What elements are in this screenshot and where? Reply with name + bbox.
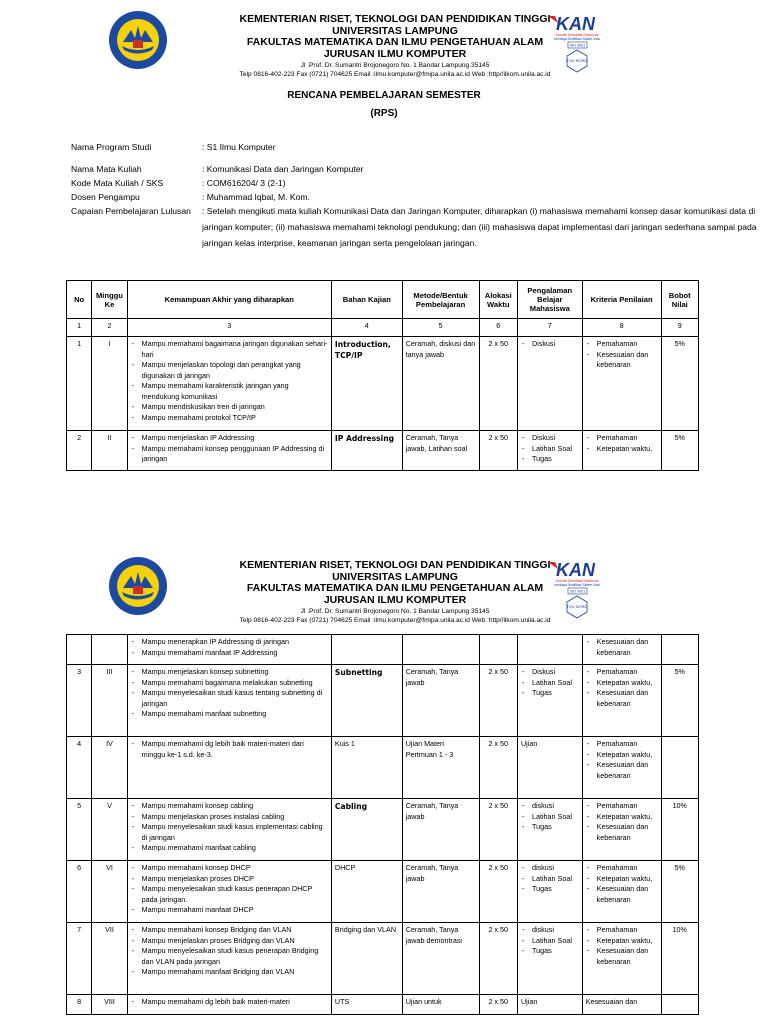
row-experience	[517, 337, 582, 431]
list-item: - Pemahaman	[586, 739, 658, 750]
row-method: Ujian Materi Pertmuan 1 - 3	[402, 737, 479, 799]
col-number: 6	[479, 319, 517, 337]
col-number: 5	[402, 319, 479, 337]
row-criteria	[582, 737, 661, 799]
row-method: Ceramah, Tanya jawab	[402, 799, 479, 861]
row-no: 2	[67, 431, 92, 471]
list-item: - Latihan Soal	[521, 444, 579, 455]
course-info	[71, 142, 757, 272]
row-topic: Kuis 1	[331, 737, 402, 799]
outcome-value: : Setelah mengikuti mata kuliah Komunikasi Data dan Jaringan Komputer, diharapkan (i) mahasiswa memahami konsep dasar komunikasi data di jaringan komputer; (ii) mahasiswa memahami teknologi pendukung; dan (iii) mahasiswa dapat implementasi dari jaringan sederhana sampai pada jaringan kelas interprise, keamanan jaringan serta pengelolaan jaringan.	[202, 206, 757, 248]
program-value: : S1 Ilmu Komputer	[202, 142, 276, 152]
contact-line: Telp 0816-402-223 Fax (0721) 704625 Email :ilmu.komputer@fmipa.unila.ac.id Web :http//ilkom.unila.ac.id	[239, 616, 551, 624]
list-item: - Mampu memahami manfaat DHCP	[131, 905, 328, 916]
list-item: - Kesesuaian dan kebenaran	[586, 760, 658, 781]
header-weight: Bobot Nilai	[661, 281, 698, 319]
row-experience	[517, 799, 582, 861]
list-item: - Tugas	[521, 822, 579, 833]
row-topic: Bridging dan VLAN	[331, 923, 402, 995]
list-item: - Kesesuaian dan kebenaran	[586, 688, 658, 709]
kan-logo	[546, 10, 608, 74]
header-experience: Pengalaman Belajar Mahasiswa	[517, 281, 582, 319]
svg-text:Komite Akreditasi Nasional: Komite Akreditasi Nasional	[555, 33, 599, 37]
list-item: - Latihan Soal	[521, 936, 579, 947]
row-criteria	[582, 665, 661, 737]
ministry-name: KEMENTERIAN RISET, TEKNOLOGI DAN PENDIDIKAN TINGGI	[239, 13, 551, 25]
svg-text:ISO 9001: ISO 9001	[569, 43, 586, 48]
row-abilities	[127, 737, 331, 799]
page-2	[0, 548, 768, 1024]
department-name: JURUSAN ILMU KOMPUTER	[323, 47, 467, 60]
col-number: 2	[92, 319, 127, 337]
list-item: - Ketepatan waktu,	[586, 812, 658, 823]
row-no: 3	[67, 665, 92, 737]
header-no: No	[67, 281, 92, 319]
col-number: 8	[582, 319, 661, 337]
row-time: 2 x 50	[479, 737, 517, 799]
lecturer-value: : Muhammad Iqbal, M. Kom.	[202, 192, 310, 202]
list-item: - Mampu memahami dg lebih baik materi-materi	[131, 997, 328, 1008]
row-experience	[517, 923, 582, 995]
row-experience: Ujian	[517, 995, 582, 1015]
column-number-row	[67, 319, 699, 337]
row-method: Ujian untuk	[402, 995, 479, 1015]
row-criteria	[582, 861, 661, 923]
rps-table-page-1	[66, 280, 699, 471]
row-experience	[517, 861, 582, 923]
list-item: - Mampu memahami konsep Bridging dan VLAN	[131, 925, 328, 936]
letterhead	[0, 10, 768, 90]
row-topic: UTS	[331, 995, 402, 1015]
list-item: - Pemahaman	[586, 433, 658, 444]
list-item: - Mampu menjelaskan IP Addressing	[131, 433, 328, 444]
table-row	[67, 665, 699, 737]
list-item: - Mampu memahami konsep penggunaan IP Addressing di jaringan	[131, 444, 328, 465]
list-item: - Mampu memahami bagaimana melakukan subnetting	[131, 678, 328, 689]
list-item: - Kesesuaian dan kebenaran	[586, 884, 658, 905]
list-item: - Pemahaman	[586, 925, 658, 936]
faculty-name: FAKULTAS MATEMATIKA DAN ILMU PENGETAHUAN ALAM	[246, 36, 544, 48]
list-item: - Tugas	[521, 454, 579, 465]
list-item: - Kesesuaian dan kebenaran	[586, 637, 658, 658]
row-experience	[517, 665, 582, 737]
list-item: - Mampu memahami manfaat subnetting	[131, 709, 328, 720]
header-criteria: Kriteria Penilaian	[582, 281, 661, 319]
row-no: 6	[67, 861, 92, 923]
row-week: VI	[92, 861, 127, 923]
row-time: 2 x 50	[479, 799, 517, 861]
document-title-main: RENCANA PEMBELAJARAN SEMESTER	[287, 90, 481, 101]
col-number: 1	[67, 319, 92, 337]
table-row	[67, 431, 699, 471]
header-topic: Bahan Kajian	[331, 281, 402, 319]
row-time: 2 x 50	[479, 431, 517, 471]
list-item: - Mampu menjelaskan proses Bridging dan VLAN	[131, 936, 328, 947]
list-item: - Pemahaman	[586, 801, 658, 812]
row-criteria	[582, 431, 661, 471]
header-week: Minggu Ke	[92, 281, 127, 319]
row-method: Ceramah, Tanya jawab	[402, 861, 479, 923]
list-item: - Mampu menyelesaikan studi kasus penerapan DHCP pada jaringan.	[131, 884, 328, 905]
course-value: : Komunikasi Data dan Jaringan Komputer	[202, 164, 364, 174]
list-item: - Ketepatan waktu,	[586, 936, 658, 947]
row-topic: IP Addressing	[331, 431, 402, 471]
ministry-name: KEMENTERIAN RISET, TEKNOLOGI DAN PENDIDIKAN TINGGI	[239, 559, 551, 571]
list-item: - Ketepatan waktu,	[586, 750, 658, 761]
row-criteria	[582, 337, 661, 431]
rps-table-page-2	[66, 634, 699, 1015]
row-method: Ceramah, diskusi dan tanya jawab	[402, 337, 479, 431]
list-item: - Tugas	[521, 946, 579, 957]
row-criteria	[582, 799, 661, 861]
row-abilities	[127, 861, 331, 923]
list-item: - Tugas	[521, 884, 579, 895]
svg-text:TÜV NORD: TÜV NORD	[566, 604, 588, 609]
list-item: - Mampu menjelaskan konsep subnetting	[131, 667, 328, 678]
list-item: - Ketepatan waktu,	[586, 874, 658, 885]
list-item: - Mampu memahami manfaat Bridging dan VLAN	[131, 967, 328, 978]
row-week: II	[92, 431, 127, 471]
list-item: - Latihan Soal	[521, 678, 579, 689]
program-label: Nama Program Studi	[71, 142, 152, 152]
list-item: - Pemahaman	[586, 339, 658, 350]
row-abilities	[127, 665, 331, 737]
table-row	[67, 995, 699, 1015]
row-method	[402, 635, 479, 665]
list-item: - diskusi	[521, 925, 579, 936]
list-item: - Mampu memahami manfaat cabling	[131, 843, 328, 854]
table-row	[67, 737, 699, 799]
row-week	[92, 635, 127, 665]
list-item: - Latihan Soal	[521, 812, 579, 823]
code-value: : COM616204/ 3 (2-1)	[202, 178, 286, 188]
header-time: Alokasi Waktu	[479, 281, 517, 319]
document-title	[0, 88, 768, 122]
address-line: Jl .Prof. Dr. Sumantri Brojonegoro No. 1 Bandar Lampung 35145	[300, 62, 490, 69]
list-item: - Kesesuaian dan kebenaran	[586, 350, 658, 371]
col-number: 7	[517, 319, 582, 337]
row-week: III	[92, 665, 127, 737]
row-week: IV	[92, 737, 127, 799]
row-topic: Introduction, TCP/IP	[331, 337, 402, 431]
svg-text:KAN: KAN	[556, 14, 595, 34]
row-week: I	[92, 337, 127, 431]
header-method: Metode/Bentuk Pembelajaran	[402, 281, 479, 319]
row-no: 1	[67, 337, 92, 431]
row-experience	[517, 431, 582, 471]
row-abilities	[127, 995, 331, 1015]
row-abilities	[127, 431, 331, 471]
outcome-label: Capaian Pembelajaran Lulusan	[71, 206, 191, 216]
row-weight: 5%	[661, 337, 698, 431]
row-time: 2 x 50	[479, 861, 517, 923]
address-line: Jl .Prof. Dr. Sumantri Brojonegoro No. 1 Bandar Lampung 35145	[300, 608, 490, 615]
row-weight	[661, 995, 698, 1015]
row-time: 2 x 50	[479, 923, 517, 995]
kan-logo	[546, 556, 608, 620]
row-weight: 10%	[661, 799, 698, 861]
list-item: - Mampu memahami konsep cabling	[131, 801, 328, 812]
row-weight: 5%	[661, 665, 698, 737]
list-item: - Mampu memahami dg lebih baik materi-materi dari minggu ke-1 s.d. ke-3.	[131, 739, 328, 760]
row-time: 2 x 50	[479, 665, 517, 737]
row-no: 5	[67, 799, 92, 861]
row-topic	[331, 635, 402, 665]
row-abilities	[127, 337, 331, 431]
department-name: JURUSAN ILMU KOMPUTER	[323, 593, 467, 606]
row-topic: Subnetting	[331, 665, 402, 737]
row-time: 2 x 50	[479, 995, 517, 1015]
row-no	[67, 635, 92, 665]
list-item: - Mampu menjelaskan proses DHCP	[131, 874, 328, 885]
list-item: - diskusi	[521, 863, 579, 874]
row-experience	[517, 635, 582, 665]
row-time: 2 x 50	[479, 337, 517, 431]
list-item: - Kesesuaian dan kebenaran	[586, 822, 658, 843]
list-item: - Mampu menyelesaikan studi kasus penerapan Bridging dan VLAN pada jaringan	[131, 946, 328, 967]
row-time	[479, 635, 517, 665]
row-abilities	[127, 799, 331, 861]
svg-text:KAN: KAN	[556, 560, 595, 580]
list-item: - Mampu menyelesaikan studi kasus tentang subnetting di jaringan	[131, 688, 328, 709]
header-abilities: Kemampuan Akhir yang diharapkan	[127, 281, 331, 319]
row-no: 8	[67, 995, 92, 1015]
list-item: - Mampu menyelesaikan studi kasus implementasi cabling di jaringan	[131, 822, 328, 843]
table-row	[67, 923, 699, 995]
letterhead	[0, 556, 768, 636]
list-item: - Mampu memahami manfaat IP Addressing	[131, 648, 328, 659]
row-weight: 10%	[661, 923, 698, 995]
row-no: 4	[67, 737, 92, 799]
list-item: - Mampu memahami konsep DHCP	[131, 863, 328, 874]
row-abilities	[127, 635, 331, 665]
list-item: - Diskusi	[521, 339, 579, 350]
list-item: - Mampu memahami protokol TCP/IP	[131, 413, 328, 424]
list-item: - Mampu menjelaskan topologi dan perangkat yang digunakan di jaringan	[131, 360, 328, 381]
page-1	[0, 0, 768, 480]
table-row	[67, 635, 699, 665]
row-experience: Ujian	[517, 737, 582, 799]
row-weight: 5%	[661, 861, 698, 923]
row-week: V	[92, 799, 127, 861]
col-number: 9	[661, 319, 698, 337]
document-title-sub: (RPS)	[370, 108, 398, 119]
row-criteria: Kesesuaian dan	[582, 995, 661, 1015]
row-week: VIII	[92, 995, 127, 1015]
contact-line: Telp 0816-402-223 Fax (0721) 704625 Email :ilmu.komputer@fmipa.unila.ac.id Web :http//ilkom.unila.ac.id	[239, 70, 551, 78]
svg-text:Komite Akreditasi Nasional: Komite Akreditasi Nasional	[555, 579, 599, 583]
list-item: - Ketepatan waktu,	[586, 678, 658, 689]
row-method: Ceramah, Tanya jawab	[402, 665, 479, 737]
list-item: - Mampu menjelaskan proses instalasi cabling	[131, 812, 328, 823]
row-method: Ceramah, Tanya jawab demontrasi	[402, 923, 479, 995]
row-topic: DHCP	[331, 861, 402, 923]
table-row	[67, 337, 699, 431]
list-item: - Mampu memahami bagaimana jaringan digunakan sehari-hari	[131, 339, 328, 360]
list-item: - Mampu menerapkan IP Addressing di jaringan	[131, 637, 328, 648]
lecturer-label: Dosen Pengampu	[71, 192, 140, 202]
list-item: - Pemahaman	[586, 667, 658, 678]
list-item: - Diskusi	[521, 667, 579, 678]
col-number: 3	[127, 319, 331, 337]
row-method: Ceramah, Tanya jawab, Latihan soal	[402, 431, 479, 471]
row-weight	[661, 737, 698, 799]
list-item: - diskusi	[521, 801, 579, 812]
list-item: - Diskusi	[521, 433, 579, 444]
table-row	[67, 861, 699, 923]
course-label: Nama Mata Kuliah	[71, 164, 142, 174]
list-item: - Pemahaman	[586, 863, 658, 874]
col-number: 4	[331, 319, 402, 337]
row-topic: Cabling	[331, 799, 402, 861]
row-abilities	[127, 923, 331, 995]
faculty-name: FAKULTAS MATEMATIKA DAN ILMU PENGETAHUAN ALAM	[246, 582, 544, 594]
svg-text:TÜV NORD: TÜV NORD	[566, 58, 588, 63]
row-weight	[661, 635, 698, 665]
university-name: UNIVERSITAS LAMPUNG	[332, 24, 458, 37]
row-weight: 5%	[661, 431, 698, 471]
university-name: UNIVERSITAS LAMPUNG	[332, 570, 458, 583]
svg-text:Lembaga Sertifikasi Sistem Mut: Lembaga Sertifikasi Sistem Mutu	[553, 583, 601, 587]
list-item: - Ketepatan waktu,	[586, 444, 658, 455]
table-row	[67, 799, 699, 861]
list-item: - Mampu mendiskusikan tren di jaringan	[131, 402, 328, 413]
svg-text:ISO 9001: ISO 9001	[569, 589, 586, 594]
list-item: - Mampu memahami karakteristik jaringan yang mendukung komunikasi	[131, 381, 328, 402]
row-week: VII	[92, 923, 127, 995]
row-no: 7	[67, 923, 92, 995]
code-label: Kode Mata Kuliah / SKS	[71, 178, 164, 188]
row-criteria	[582, 635, 661, 665]
list-item: - Latihan Soal	[521, 874, 579, 885]
svg-text:Lembaga Sertifikasi Sistem Mut: Lembaga Sertifikasi Sistem Mutu	[553, 37, 601, 41]
list-item: - Tugas	[521, 688, 579, 699]
row-criteria	[582, 923, 661, 995]
list-item: - Kesesuaian dan kebenaran	[586, 946, 658, 967]
table-header-row	[67, 281, 699, 319]
